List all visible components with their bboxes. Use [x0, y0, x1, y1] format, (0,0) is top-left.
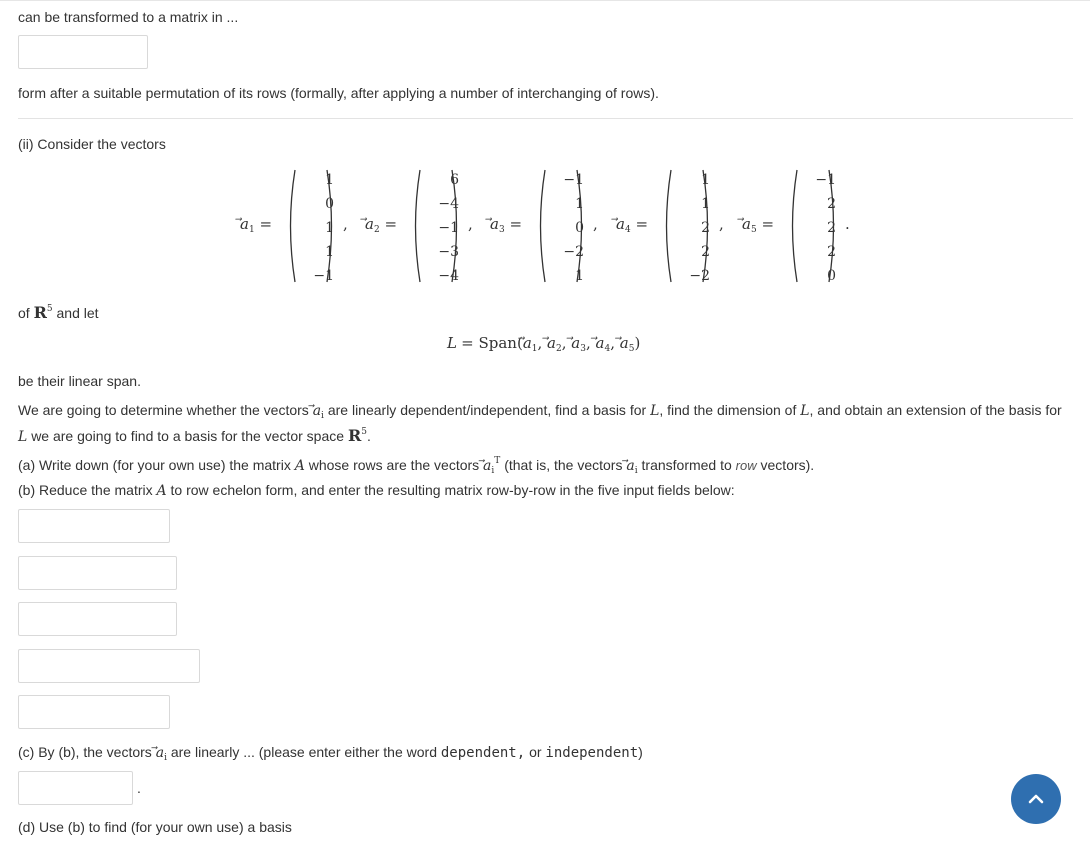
span-vector-index: 5: [628, 344, 635, 354]
vector-entry: 0: [827, 268, 836, 284]
matrix-A-symbol-2: A: [156, 483, 167, 499]
vector-entry: 1: [575, 196, 584, 212]
goal-text-e: we are going to find to a basis for the vector space: [31, 428, 345, 444]
right-paren: [325, 168, 337, 284]
part-d-line: (d) Use (b) to find (for your own use) a basis: [18, 819, 292, 835]
right-paren: [827, 168, 839, 284]
equals-sign: =: [630, 215, 649, 233]
vector-letter: ⃗ a: [240, 215, 249, 233]
part-c-line: [18, 743, 643, 767]
goal-text-d: , and obtain an extension of the basis for: [809, 402, 1062, 418]
vector-a2: [365, 168, 465, 286]
vector-index: i: [164, 753, 167, 763]
vector-entry: 2: [827, 196, 836, 212]
dependence-answer-input[interactable]: [18, 771, 133, 805]
echelon-row-2-input[interactable]: [18, 556, 177, 590]
right-paren: [701, 168, 713, 284]
part-ii-heading: (ii) Consider the vectors: [18, 136, 166, 152]
vector-index: 5: [750, 225, 757, 235]
span-vector-letter: ⃗ a: [523, 334, 532, 352]
span-eq: = Span(: [461, 334, 523, 352]
span-vector-index: 3: [580, 344, 586, 354]
real-space-symbol: R: [33, 303, 47, 322]
goal-text-a: We are going to determine whether the vectors: [18, 402, 309, 418]
vector-entry: 2: [701, 244, 710, 260]
goal-L-3: L: [18, 429, 28, 445]
part-a-text-4: transformed to: [641, 457, 732, 473]
vector-letter: ⃗ a: [365, 215, 374, 233]
span-L: L: [447, 334, 457, 352]
vector-entry: 0: [325, 196, 334, 212]
vector-letter: ⃗ a: [483, 457, 491, 475]
vector-a3: [490, 168, 590, 286]
vector-entry: −2: [563, 244, 584, 260]
comma: ,: [719, 215, 724, 233]
part-a-text-3: (that is, the vectors: [504, 457, 623, 473]
part-a-text-5: vectors).: [760, 457, 815, 473]
vector-entry: 0: [575, 220, 584, 236]
span-arguments: [523, 334, 635, 352]
of-text: of: [18, 305, 30, 321]
comma: ,: [593, 215, 598, 233]
close-paren: ): [638, 744, 643, 760]
vector-entry: 1: [325, 220, 334, 236]
right-paren: [575, 168, 587, 284]
span-vector-letter: ⃗ a: [547, 334, 556, 352]
vector-label: [240, 215, 272, 235]
vector-a4: [616, 168, 716, 286]
part-b-text-1: (b) Reduce the matrix: [18, 482, 153, 498]
span-comma: ,: [561, 334, 572, 352]
vector-index: 2: [373, 225, 380, 235]
vector-label: [616, 215, 648, 235]
intro-line-2: form after a suitable permutation of its rows (formally, after applying a number of interchanging of rows).: [18, 85, 659, 101]
vector-a5: [742, 168, 842, 286]
and-let-text: and let: [56, 305, 99, 321]
equals-sign: =: [379, 215, 398, 233]
vector-label: [742, 215, 774, 235]
goal-line-2: L we are going to find to a basis for the vector space $R^5$.: [18, 426, 371, 445]
goal-L-2: L: [800, 403, 810, 419]
span-close: ): [634, 334, 641, 352]
of-r5-line: [18, 300, 99, 322]
vector-ai-transpose: [483, 458, 500, 474]
answer-period: .: [137, 780, 141, 796]
vector-entry: 1: [701, 172, 710, 188]
transpose-symbol: T: [494, 456, 501, 466]
vector-letter: ⃗ a: [616, 215, 625, 233]
real-space-exponent: 5: [46, 304, 53, 314]
row-emphasis: row: [735, 458, 757, 473]
vector-letter: ⃗ a: [626, 457, 634, 475]
span-comma: ,: [537, 334, 548, 352]
section-divider: [18, 118, 1073, 119]
top-divider: [0, 0, 1090, 1]
vector-entry: 1: [325, 244, 334, 260]
vector-entry: −1: [563, 172, 584, 188]
vector-entry: −4: [438, 268, 459, 284]
span-comma: ,: [585, 334, 596, 352]
span-formula: [447, 334, 640, 354]
part-b-line: [18, 481, 735, 500]
vector-ai-index: i: [321, 411, 324, 421]
vector-ai-3: [156, 745, 167, 761]
scroll-to-top-button[interactable]: [1011, 774, 1061, 824]
vector-entry: −2: [689, 268, 710, 284]
comma: ,: [468, 215, 473, 233]
vector-entry: 2: [827, 220, 836, 236]
vector-entry: −1: [815, 172, 836, 188]
vector-entry: −1: [438, 220, 459, 236]
vector-ai: [313, 403, 324, 419]
span-vector-index: 1: [531, 344, 538, 354]
goal-line-1: [18, 401, 1062, 425]
right-paren: [450, 168, 462, 284]
part-b-text-2: to row echelon form, and enter the resulting matrix row-by-row in the five input fields below:: [170, 482, 735, 498]
part-c-text-1: (c) By (b), the vectors: [18, 744, 152, 760]
vector-ai-2: [626, 458, 637, 474]
or-text: or: [529, 744, 542, 760]
vector-label: [490, 215, 522, 235]
part-a-line: [18, 452, 814, 480]
equals-sign: =: [504, 215, 523, 233]
vector-letter: ⃗ a: [490, 215, 499, 233]
part-a-text-2: whose rows are the vectors: [308, 457, 480, 473]
word-independent: independent: [545, 745, 639, 761]
chevron-up-icon: [1026, 789, 1046, 809]
echelon-form-input[interactable]: [18, 35, 148, 69]
equals-sign: =: [756, 215, 775, 233]
vector-index: 1: [248, 225, 255, 235]
vector-ai-letter: ⃗ a: [313, 402, 321, 420]
vector-entry: −1: [313, 268, 334, 284]
comma: ,: [343, 215, 348, 233]
vector-index: i: [634, 466, 638, 476]
vector-entry: 6: [450, 172, 459, 188]
vector-entry: 2: [701, 220, 710, 236]
goal-L-1: L: [650, 403, 660, 419]
vector-entry: 2: [827, 244, 836, 260]
span-vector-letter: ⃗ a: [571, 334, 580, 352]
span-vector-letter: ⃗ a: [620, 334, 629, 352]
word-dependent: dependent,: [440, 745, 526, 761]
vector-letter: ⃗ a: [156, 744, 164, 762]
echelon-row-5-input[interactable]: [18, 695, 170, 729]
span-comma: ,: [610, 334, 620, 352]
vector-letter: ⃗ a: [742, 215, 751, 233]
vector-a1: [240, 168, 340, 286]
echelon-row-1-input[interactable]: [18, 509, 170, 543]
part-c-text-2: are linearly ... (please enter either the word: [170, 744, 437, 760]
goal-text-c: , find the dimension of: [659, 402, 797, 418]
echelon-row-3-input[interactable]: [18, 602, 177, 636]
echelon-row-4-input[interactable]: [18, 649, 200, 683]
vector-entry: −3: [438, 244, 459, 260]
vector-entry: −4: [438, 196, 459, 212]
vector-index: i: [491, 466, 495, 476]
vector-entry: 1: [575, 268, 584, 284]
real-space-symbol-2: R: [347, 426, 362, 445]
part-a-text-1: (a) Write down (for your own use) the matrix: [18, 457, 291, 473]
linear-span-text: be their linear span.: [18, 373, 141, 389]
goal-text-b: are linearly dependent/independent, find a basis for: [327, 402, 647, 418]
vector-index: 4: [624, 225, 631, 235]
matrix-A-symbol: A: [294, 458, 305, 474]
real-space-exponent-2: 5: [361, 427, 367, 437]
period: .: [845, 215, 850, 233]
span-vector-letter: ⃗ a: [596, 334, 605, 352]
vector-label: [365, 215, 397, 235]
vector-index: 3: [498, 225, 505, 235]
span-vector-index: 2: [556, 344, 562, 354]
vector-entry: 1: [325, 172, 334, 188]
intro-line-1: can be transformed to a matrix in ...: [18, 9, 239, 25]
span-vector-index: 4: [604, 344, 611, 354]
vector-entry: 1: [701, 196, 710, 212]
equals-sign: =: [254, 215, 273, 233]
